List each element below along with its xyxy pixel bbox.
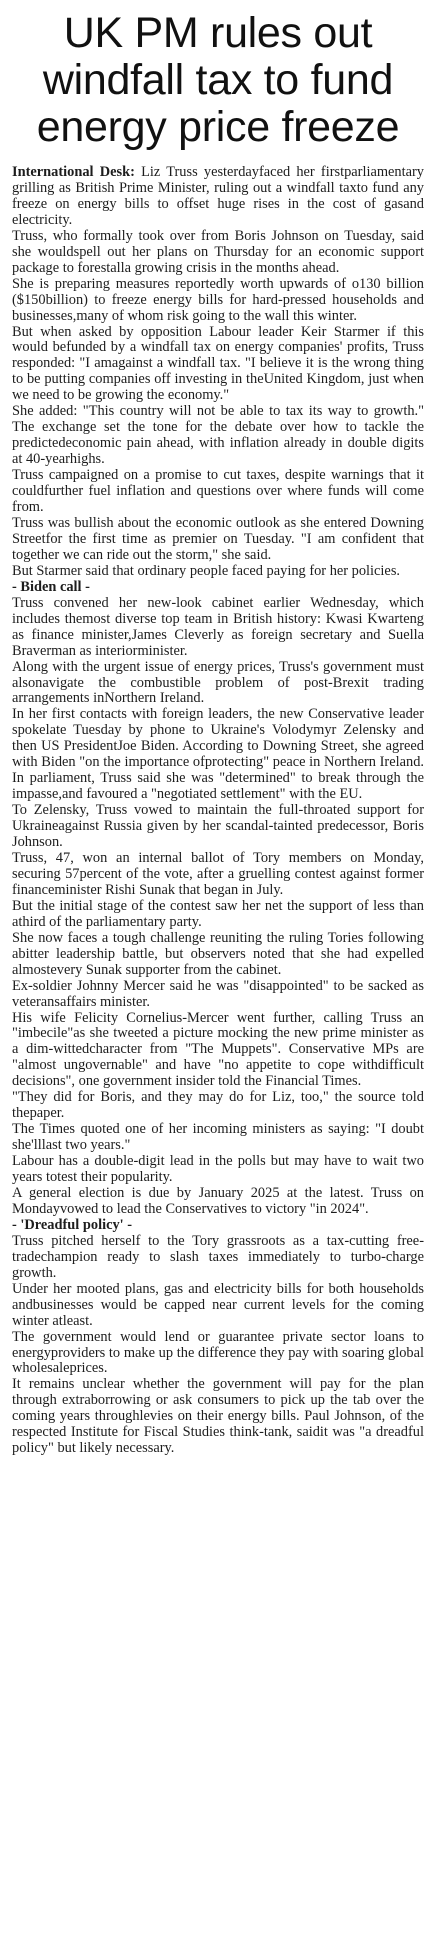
body-paragraph: Truss, who formally took over from Boris Johnson on Tuesday, said she wouldspell out her plans on Thursday for an economic support package to forestalla growing crisis in the months ahead.	[12, 227, 424, 276]
headline: UK PM rules out windfall tax to fund energy price freeze	[36, 9, 400, 151]
body-paragraph: The government would lend or guarantee private sector loans to energyproviders to make up the difference they pay with soaring global wholesaleprices.	[12, 1328, 424, 1377]
body-paragraph: Truss was bullish about the economic outlook as she entered Downing Streetfor the first time as premier on Tuesday. "I am confident that together we can ride out the storm," she said.	[12, 514, 424, 563]
body-paragraph: She now faces a tough challenge reuniting the ruling Tories following abitter leadership battle, but observers noted that she had expelled almostevery Sunak supporter from the cabinet.	[12, 929, 424, 978]
section-subhead: - 'Dreadful policy' -	[12, 1216, 133, 1233]
news-article	[12, 0, 424, 1457]
body-paragraph: Truss convened her new-look cabinet earlier Wednesday, which includes themost diverse top team in British history: Kwasi Kwarteng as finance minister,James Cleverly as foreign secretary and Suella Braverman as interiorminister.	[12, 594, 424, 659]
lead-paragraph	[12, 165, 424, 229]
body-paragraph: To Zelensky, Truss vowed to maintain the full-throated support for Ukraineagainst Russia given by her scandal-tainted predecessor, Boris Johnson.	[12, 802, 424, 851]
body-paragraph: She is preparing measures reportedly worth upwards of o130 billion ($150billion) to freeze energy bills for hard-pressed households and businesses,many of whom risk going to the wall this winter.	[12, 275, 424, 324]
body-paragraph: "They did for Boris, and they may do for Liz, too," the source told thepaper.	[12, 1089, 424, 1122]
body-paragraph: His wife Felicity Cornelius-Mercer went further, calling Truss an "imbecile"as she tweeted a picture mocking the new prime minister as a dim-wittedcharacter from "The Muppets". Conservative MPs are "almost ungovernable" and have "no appetite to cope withdifficult decisions", one government insider told the Financial Times.	[12, 1009, 424, 1090]
body-paragraph: Under her mooted plans, gas and electricity bills for both households andbusinesses would be capped near current levels for the coming winter atleast.	[12, 1280, 424, 1329]
section-subhead: - Biden call -	[12, 578, 90, 595]
body-paragraph: Truss pitched herself to the Tory grassroots as a tax-cutting free-tradechampion ready to slash taxes immediately to turbo-charge growth.	[12, 1232, 424, 1281]
body-paragraph: But when asked by opposition Labour leader Keir Starmer if this would befunded by a windfall tax on energy companies' profits, Truss responded: "I amagainst a windfall tax. "I believe it is the wrong thing to be putting companies off investing in theUnited Kingdom, just when we need to be growing the economy."	[12, 323, 424, 404]
body-paragraph: Truss, 47, won an internal ballot of Tory members on Monday, securing 57percent of the vote, after a gruelling contest against former financeminister Rishi Sunak that began in July.	[12, 849, 424, 898]
body-paragraph: Ex-soldier Johnny Mercer said he was "disappointed" to be sacked as veteransaffairs minister.	[12, 977, 424, 1010]
body-paragraph: She added: "This country will not be able to tax its way to growth." The exchange set the tone for the debate over how to tackle the predictedeconomic pain ahead, with inflation already in double digits at 40-yearhighs.	[12, 403, 424, 468]
body-paragraph: Along with the urgent issue of energy prices, Truss's government must alsonavigate the combustible problem of post-Brexit trading arrangements inNorthern Ireland.	[12, 658, 424, 707]
body-paragraph: Labour has a double-digit lead in the polls but may have to wait two years totest their popularity.	[12, 1153, 424, 1186]
article-body	[12, 165, 424, 1457]
body-paragraph: But Starmer said that ordinary people faced paying for her policies.	[12, 562, 401, 579]
body-paragraph: A general election is due by January 2025 at the latest. Truss on Mondayvowed to lead the Conservatives to victory "in 2024".	[12, 1185, 424, 1217]
dateline: International Desk:	[12, 164, 135, 180]
body-paragraph: In her first contacts with foreign leaders, the new Conservative leader spokelate Tuesday by phone to Ukraine's Volodymyr Zelensky and then US PresidentJoe Biden. According to Downing Street, she agreed with Biden "on the importance ofprotecting" peace in Northern Ireland. In parliament, Truss said she was "determined" to break through the impasse,and favoured a "negotiated settlement" with the EU.	[12, 706, 424, 803]
body-paragraph: But the initial stage of the contest saw her net the support of less than athird of the parliamentary party.	[12, 897, 424, 930]
body-paragraph: It remains unclear whether the government will pay for the plan through extraborrowing or ask consumers to pick up the tab over the coming years throughlevies on their energy bills. Paul Johnson, of the respected Institute for Fiscal Studies think-tank, saidit was "a dreadful policy" but likely necessary.	[12, 1376, 424, 1457]
body-paragraph: The Times quoted one of her incoming ministers as saying: "I doubt she'lllast two years."	[12, 1121, 424, 1154]
body-paragraph: Truss campaigned on a promise to cut taxes, despite warnings that it couldfurther fuel inflation and questions over where funds will come from.	[12, 467, 424, 516]
lead-text: Liz Truss yesterdayfaced her firstparliamentary grilling as British Prime Minister, ruling out a windfall taxto fund any freeze on energy bills to offset huge rises in the cost of gasand electricity.	[12, 164, 424, 228]
